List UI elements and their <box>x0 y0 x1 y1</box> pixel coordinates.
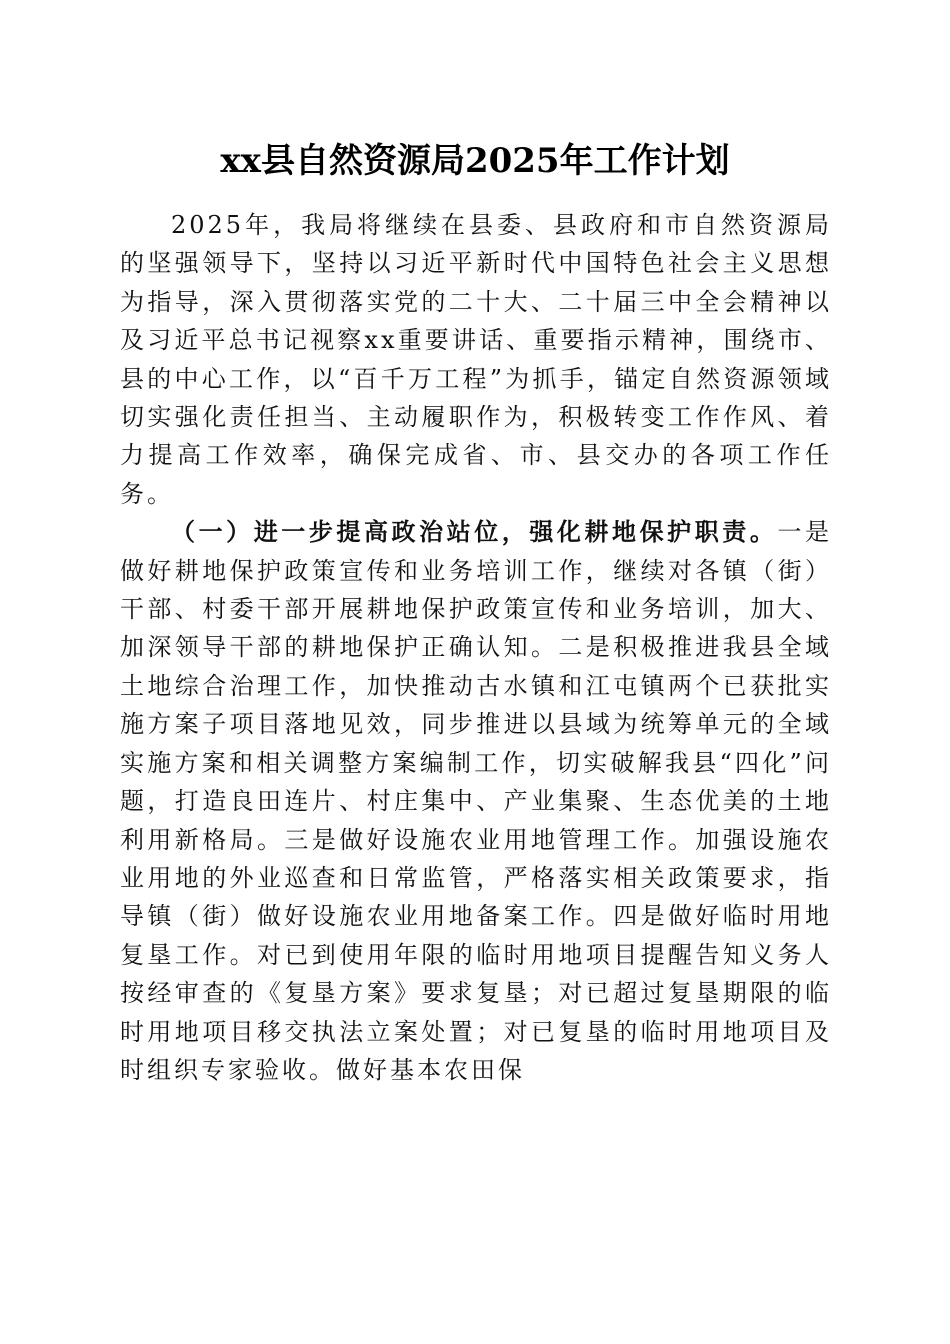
section-1-heading: （一）进一步提高政治站位，强化耕地保护职责。 <box>171 517 778 547</box>
section-1-paragraph <box>120 513 832 1089</box>
section-1-body: 一是做好耕地保护政策宣传和业务培训工作，继续对各镇（街）干部、村委干部开展耕地保护政策宣传和业务培训，加大、加深领导干部的耕地保护正确认知。二是积极推进我县全域土地综合治理工作，加快推动古水镇和江屯镇两个已获批实施方案子项目落地见效，同步推进以县域为统筹单元的全域实施方案和相关调整方案编制工作，切实破解我县“四化”问题，打造良田连片、村庄集中、产业集聚、生态优美的土地利用新格局。三是做好设施农业用地管理工作。加强设施农业用地的外业巡查和日常监管，严格落实相关政策要求，指导镇（街）做好设施农业用地备案工作。四是做好临时用地复垦工作。对已到使用年限的临时用地项目提醒告知义务人按经审查的《复垦方案》要求复垦；对已超过复垦期限的临时用地项目移交执法立案处置；对已复垦的临时用地项目及时组织专家验收。做好基本农田保 <box>120 518 833 1084</box>
document-title: xx县自然资源局2025年工作计划 <box>220 141 730 181</box>
intro-paragraph: 2025年，我局将继续在县委、县政府和市自然资源局的坚强领导下，坚持以习近平新时代中国特色社会主义思想为指导，深入贯彻落实党的二十大、二十届三中全会精神以及习近平总书记视察xx重要讲话、重要指示精神，围绕市、县的中心工作，以“百千万工程”为抓手，锚定自然资源领域切实强化责任担当、主动履职作为，积极转变工作作风、着力提高工作效率，确保完成省、市、县交办的各项工作任务。 <box>120 211 832 508</box>
document-body <box>120 206 832 1089</box>
